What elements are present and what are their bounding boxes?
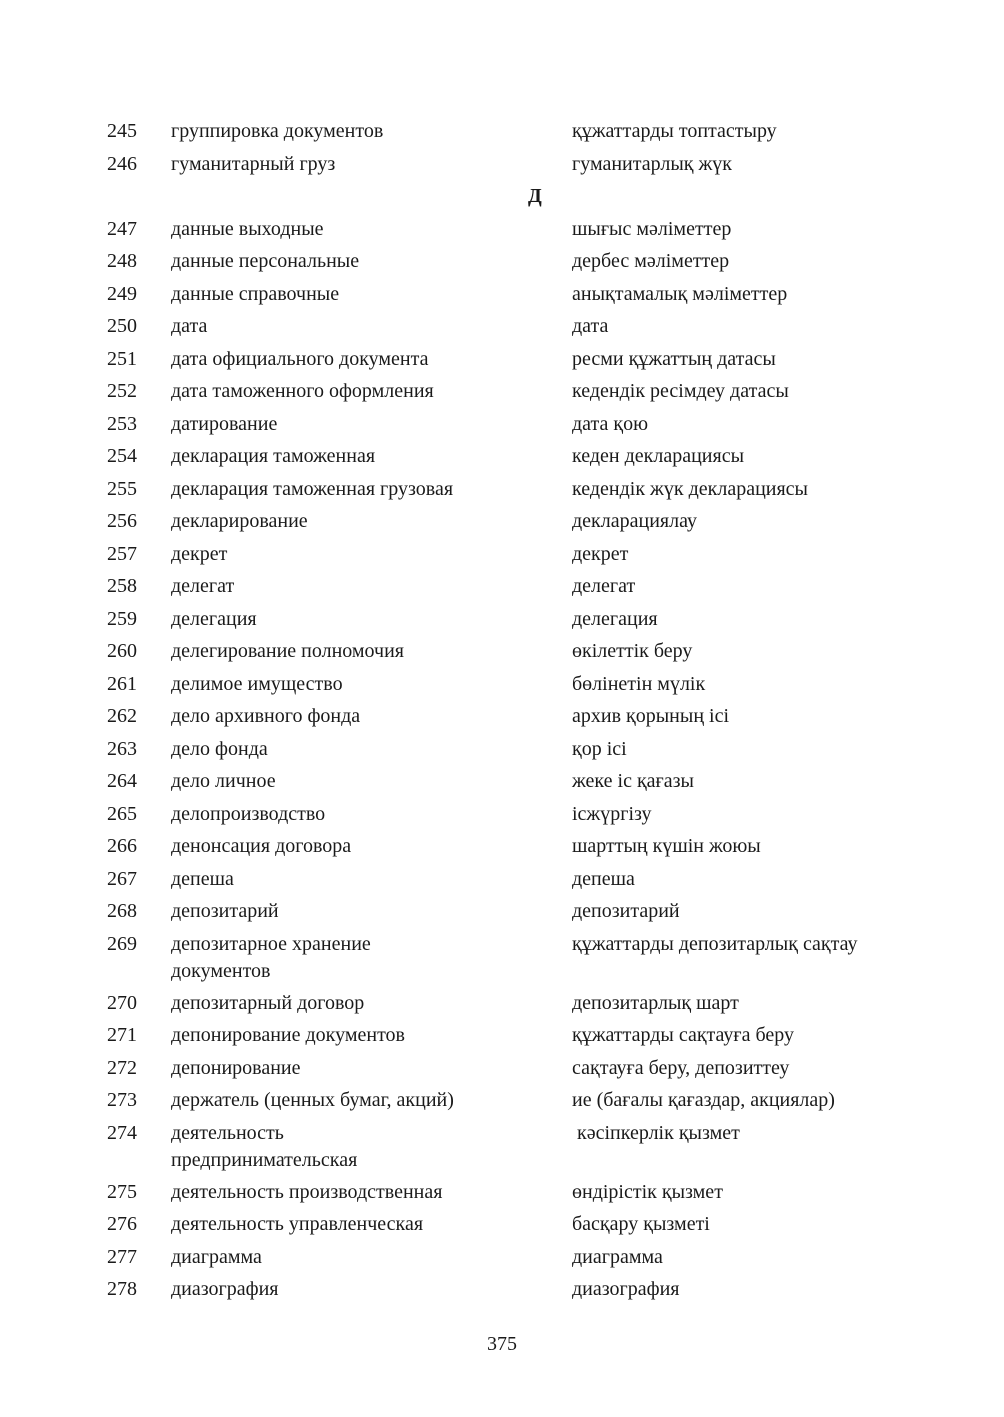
entry-kazakh: құжаттарды топтастыру [572, 120, 777, 142]
glossary-row [0, 281, 1004, 314]
entry-kazakh: диазография [572, 1278, 680, 1300]
entry-number: 257 [107, 542, 137, 565]
entry-kazakh: шығыс мәліметтер [572, 217, 732, 240]
entry-kazakh: құжаттарды депозитарлық сақтау [572, 932, 858, 955]
entry-russian: дата официального документа [171, 347, 429, 370]
entry-kazakh: дербес мәліметтер [572, 250, 730, 272]
entry-number: 254 [107, 445, 137, 467]
glossary-row [0, 476, 1004, 509]
entry-kazakh: бөлінетін мүлік [572, 672, 706, 695]
glossary-row [0, 248, 1004, 281]
entry-russian: депеша [171, 867, 234, 890]
entry-russian: декларация таможенная [171, 445, 376, 467]
glossary-row [0, 671, 1004, 704]
glossary-row [0, 313, 1004, 346]
entry-kazakh: ие (бағалы қағаздар, акциялар) [572, 1089, 835, 1111]
entry-kazakh: ісжүргізу [572, 802, 652, 825]
entry-number: 272 [107, 1056, 137, 1079]
glossary-row [0, 866, 1004, 899]
glossary-row [0, 1022, 1004, 1055]
entry-number: 253 [107, 412, 137, 435]
entry-russian: делимое имущество [171, 672, 343, 695]
entry-number: 262 [107, 705, 137, 727]
glossary-row [0, 606, 1004, 639]
entry-russian: депозитарий [171, 900, 279, 922]
entry-kazakh: гуманитарлық жүк [572, 152, 733, 175]
entry-russian: декларирование [171, 510, 308, 532]
entry-number: 260 [107, 640, 137, 662]
entry-number: 246 [107, 152, 137, 175]
entry-kazakh: архив қорының ісі [572, 705, 730, 727]
glossary-row [0, 573, 1004, 606]
entry-kazakh: басқару қызметі [572, 1213, 710, 1235]
entry-russian: депозитарный договор [171, 991, 365, 1014]
glossary-row [0, 378, 1004, 411]
glossary-row [0, 216, 1004, 249]
entry-kazakh: өкілеттік беру [572, 640, 693, 662]
glossary-row [0, 1276, 1004, 1309]
glossary-row [0, 1055, 1004, 1088]
glossary-row [0, 638, 1004, 671]
entry-kazakh: дата [572, 315, 609, 337]
glossary-row [0, 411, 1004, 444]
entry-russian: дело фонда [171, 737, 268, 760]
entry-kazakh: делегация [572, 607, 658, 630]
entry-russian: депонирование документов [171, 1024, 406, 1046]
entry-number: 248 [107, 250, 137, 272]
section-letter-heading [0, 183, 1004, 216]
entry-russian: гуманитарный груз [171, 152, 336, 175]
entry-number: 276 [107, 1213, 137, 1235]
entry-russian [171, 931, 551, 985]
entry-number: 268 [107, 900, 137, 922]
entry-russian: диаграмма [171, 1245, 262, 1268]
entry-russian: дело личное [171, 770, 276, 792]
entry-russian-line: деятельность [171, 1121, 284, 1144]
section-letter: Д [528, 185, 542, 207]
glossary-row [0, 801, 1004, 834]
entry-number: 261 [107, 672, 137, 695]
entry-number: 270 [107, 991, 137, 1014]
entry-number: 252 [107, 380, 137, 402]
glossary-row [0, 1211, 1004, 1244]
page-number: 375 [487, 1333, 517, 1355]
entry-russian: данные персональные [171, 250, 360, 272]
entry-kazakh: кедендік ресімдеу датасы [572, 380, 789, 402]
entry-russian: дело архивного фонда [171, 705, 361, 727]
entry-kazakh: депозитарлық шарт [572, 991, 739, 1014]
entry-kazakh: шарттың күшін жоюы [572, 835, 761, 857]
entry-russian: декрет [171, 542, 228, 565]
entry-russian-line: документов [171, 959, 271, 982]
glossary-row [0, 508, 1004, 541]
entry-kazakh: делегат [572, 575, 636, 597]
entry-number: 265 [107, 802, 137, 825]
entry-number: 273 [107, 1089, 137, 1111]
entry-number: 255 [107, 477, 137, 500]
glossary-row [0, 736, 1004, 769]
entry-number: 266 [107, 835, 137, 857]
entry-kazakh: құжаттарды сақтауға беру [572, 1024, 795, 1046]
entry-number: 278 [107, 1278, 137, 1300]
entry-kazakh: кәсіпкерлік қызмет [572, 1121, 740, 1144]
entry-number: 267 [107, 867, 137, 890]
entry-russian: денонсация договора [171, 835, 352, 857]
entry-kazakh: өндірістік қызмет [572, 1180, 723, 1203]
glossary-row [0, 151, 1004, 184]
entry-kazakh: анықтамалық мәліметтер [572, 282, 788, 305]
entry-russian: депонирование [171, 1056, 301, 1079]
glossary-row [0, 346, 1004, 379]
entry-number: 247 [107, 217, 137, 240]
glossary-row [0, 1179, 1004, 1212]
entry-number: 249 [107, 282, 137, 305]
glossary-row [0, 990, 1004, 1023]
entry-russian: делегация [171, 607, 257, 630]
entry-russian: декларация таможенная грузовая [171, 477, 454, 500]
entry-russian: группировка документов [171, 120, 384, 142]
entry-kazakh: депеша [572, 867, 635, 890]
entry-kazakh: жеке іс қағазы [572, 770, 694, 792]
entry-number: 259 [107, 607, 137, 630]
entry-number: 274 [107, 1121, 137, 1144]
entry-russian: деятельность управленческая [171, 1213, 424, 1235]
glossary-row [0, 1244, 1004, 1277]
entry-russian: делопроизводство [171, 802, 326, 825]
entry-kazakh: диаграмма [572, 1245, 663, 1268]
glossary-row [0, 833, 1004, 866]
glossary-row [0, 1120, 1004, 1179]
entry-russian: данные справочные [171, 282, 340, 305]
entry-russian-line: депозитарное хранение [171, 932, 371, 955]
glossary-row [0, 931, 1004, 990]
entry-russian: деятельность производственная [171, 1180, 443, 1203]
entry-kazakh: дата қою [572, 412, 649, 435]
entry-number: 245 [107, 120, 137, 142]
glossary-row [0, 1087, 1004, 1120]
entry-russian [171, 1120, 551, 1174]
glossary-entries [0, 118, 1004, 1309]
glossary-row [0, 118, 1004, 151]
entry-kazakh: кеден декларациясы [572, 445, 745, 467]
entry-kazakh: ресми құжаттың датасы [572, 347, 776, 370]
entry-kazakh: сақтауға беру, депозиттеу [572, 1056, 790, 1079]
entry-russian-line: предпринимательская [171, 1148, 358, 1171]
entry-number: 277 [107, 1245, 137, 1268]
entry-number: 269 [107, 932, 137, 955]
entry-russian: датирование [171, 412, 278, 435]
entry-kazakh: кедендік жүк декларациясы [572, 477, 808, 500]
glossary-row [0, 443, 1004, 476]
glossary-row [0, 541, 1004, 574]
entry-number: 258 [107, 575, 137, 597]
entry-number: 256 [107, 510, 137, 532]
entry-russian: делегат [171, 575, 235, 597]
entry-kazakh: декрет [572, 542, 629, 565]
entry-number: 275 [107, 1180, 137, 1203]
entry-number: 264 [107, 770, 137, 792]
entry-russian: данные выходные [171, 217, 324, 240]
entry-russian: держатель (ценных бумаг, акций) [171, 1089, 454, 1111]
entry-russian: дата таможенного оформления [171, 380, 434, 402]
entry-russian: дата [171, 315, 208, 337]
entry-number: 263 [107, 737, 137, 760]
entry-number: 251 [107, 347, 137, 370]
entry-kazakh: депозитарий [572, 900, 680, 922]
entry-russian: диазография [171, 1278, 279, 1300]
entry-russian: делегирование полномочия [171, 640, 404, 662]
entry-kazakh: декларациялау [572, 510, 697, 532]
glossary-row [0, 768, 1004, 801]
entry-kazakh: қор ісі [572, 737, 627, 760]
glossary-row [0, 898, 1004, 931]
entry-number: 271 [107, 1024, 137, 1046]
glossary-row [0, 703, 1004, 736]
entry-number: 250 [107, 315, 137, 337]
